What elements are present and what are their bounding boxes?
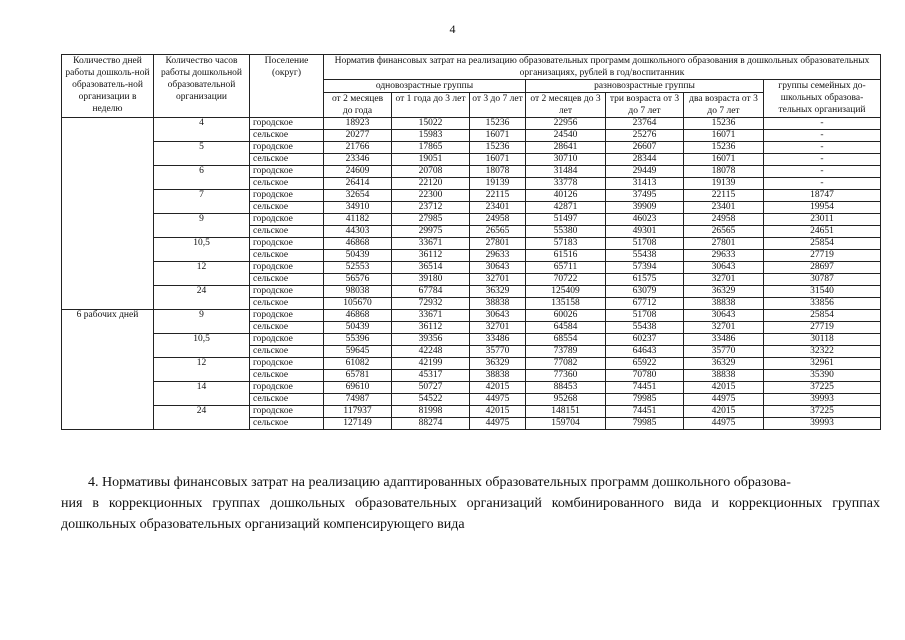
value-cell: 32701 xyxy=(684,274,764,286)
value-cell: 36329 xyxy=(470,286,526,298)
settlement-cell: городское xyxy=(250,142,324,154)
value-cell: 37225 xyxy=(764,406,881,418)
hours-cell: 14 xyxy=(154,382,250,406)
value-cell: 20708 xyxy=(392,166,470,178)
days-cell: 6 рабочих дней xyxy=(62,310,154,430)
value-cell: 64584 xyxy=(526,322,606,334)
value-cell: 38838 xyxy=(684,298,764,310)
value-cell: 98038 xyxy=(324,286,392,298)
settlement-cell: городское xyxy=(250,286,324,298)
value-cell: 45317 xyxy=(392,370,470,382)
value-cell: 41182 xyxy=(324,214,392,226)
value-cell: 42015 xyxy=(684,382,764,394)
header-hours: Количество часов работы дошкольной образовательной организации xyxy=(154,55,250,118)
value-cell: 33671 xyxy=(392,238,470,250)
value-cell: 117937 xyxy=(324,406,392,418)
value-cell: 15983 xyxy=(392,130,470,142)
value-cell: 27801 xyxy=(470,238,526,250)
value-cell: 35390 xyxy=(764,370,881,382)
header-col-three-ages: три возраста от 3 до 7 лет xyxy=(606,93,684,118)
settlement-cell: сельское xyxy=(250,298,324,310)
hours-cell: 4 xyxy=(154,118,250,142)
value-cell: 32961 xyxy=(764,358,881,370)
value-cell: 67712 xyxy=(606,298,684,310)
value-cell: 29449 xyxy=(606,166,684,178)
value-cell: - xyxy=(764,166,881,178)
hours-cell: 10,5 xyxy=(154,334,250,358)
value-cell: 28344 xyxy=(606,154,684,166)
value-cell: 32701 xyxy=(684,322,764,334)
table-row xyxy=(62,334,881,346)
value-cell: 35770 xyxy=(684,346,764,358)
days-cell xyxy=(62,118,154,310)
value-cell: 23011 xyxy=(764,214,881,226)
table-body xyxy=(62,118,881,430)
norms-table-container xyxy=(61,54,880,430)
header-norm: Норматив финансовых затрат на реализацию образовательных программ дошкольного образования в дошкольных образовательных организациях, рублей в год/воспитанник xyxy=(324,55,881,80)
value-cell: 64643 xyxy=(606,346,684,358)
value-cell: 81998 xyxy=(392,406,470,418)
value-cell: 22115 xyxy=(470,190,526,202)
value-cell: 30787 xyxy=(764,274,881,286)
value-cell: 23401 xyxy=(470,202,526,214)
value-cell: 15236 xyxy=(470,142,526,154)
value-cell: 55396 xyxy=(324,334,392,346)
value-cell: 30118 xyxy=(764,334,881,346)
table-row xyxy=(62,406,881,418)
section-4-paragraph xyxy=(61,472,880,535)
value-cell: 24958 xyxy=(470,214,526,226)
value-cell: 26565 xyxy=(470,226,526,238)
header-settlement: Поселение (округ) xyxy=(250,55,324,118)
table-row xyxy=(62,262,881,274)
value-cell: 55380 xyxy=(526,226,606,238)
settlement-cell: городское xyxy=(250,406,324,418)
hours-cell: 7 xyxy=(154,190,250,214)
value-cell: 22300 xyxy=(392,190,470,202)
value-cell: 19139 xyxy=(470,178,526,190)
settlement-cell: городское xyxy=(250,358,324,370)
value-cell: 46868 xyxy=(324,310,392,322)
value-cell: 65781 xyxy=(324,370,392,382)
value-cell: 74451 xyxy=(606,382,684,394)
value-cell: 39356 xyxy=(392,334,470,346)
header-col-1y-3y: от 1 года до 3 лет xyxy=(392,93,470,118)
value-cell: 22115 xyxy=(684,190,764,202)
value-cell: 32654 xyxy=(324,190,392,202)
table-row xyxy=(62,382,881,394)
settlement-cell: сельское xyxy=(250,250,324,262)
value-cell: 42015 xyxy=(684,406,764,418)
value-cell: 135158 xyxy=(526,298,606,310)
table-row xyxy=(62,286,881,298)
value-cell: 15236 xyxy=(684,142,764,154)
settlement-cell: городское xyxy=(250,238,324,250)
value-cell: 23712 xyxy=(392,202,470,214)
value-cell: 44975 xyxy=(684,394,764,406)
value-cell: 33778 xyxy=(526,178,606,190)
value-cell: 79985 xyxy=(606,418,684,430)
value-cell: 23401 xyxy=(684,202,764,214)
settlement-cell: сельское xyxy=(250,274,324,286)
value-cell: 28697 xyxy=(764,262,881,274)
value-cell: 42015 xyxy=(470,406,526,418)
value-cell: 22120 xyxy=(392,178,470,190)
value-cell: 56576 xyxy=(324,274,392,286)
value-cell: 55438 xyxy=(606,322,684,334)
table-row xyxy=(62,190,881,202)
value-cell: 22956 xyxy=(526,118,606,130)
settlement-cell: сельское xyxy=(250,394,324,406)
value-cell: 42871 xyxy=(526,202,606,214)
value-cell: 72932 xyxy=(392,298,470,310)
value-cell: 125409 xyxy=(526,286,606,298)
value-cell: 19051 xyxy=(392,154,470,166)
value-cell: 88274 xyxy=(392,418,470,430)
table-row xyxy=(62,238,881,250)
value-cell: - xyxy=(764,118,881,130)
settlement-cell: сельское xyxy=(250,322,324,334)
hours-cell: 6 xyxy=(154,166,250,190)
value-cell: 16071 xyxy=(470,130,526,142)
value-cell: 42015 xyxy=(470,382,526,394)
settlement-cell: городское xyxy=(250,214,324,226)
value-cell: 39993 xyxy=(764,418,881,430)
value-cell: 26565 xyxy=(684,226,764,238)
value-cell: 25854 xyxy=(764,238,881,250)
hours-cell: 10,5 xyxy=(154,238,250,262)
value-cell: 30643 xyxy=(470,310,526,322)
settlement-cell: городское xyxy=(250,382,324,394)
value-cell: 69610 xyxy=(324,382,392,394)
value-cell: 27719 xyxy=(764,250,881,262)
value-cell: 16071 xyxy=(470,154,526,166)
value-cell: 159704 xyxy=(526,418,606,430)
value-cell: 77360 xyxy=(526,370,606,382)
value-cell: 29633 xyxy=(684,250,764,262)
value-cell: 51708 xyxy=(606,238,684,250)
value-cell: 34910 xyxy=(324,202,392,214)
value-cell: 16071 xyxy=(684,130,764,142)
table-row xyxy=(62,310,881,322)
value-cell: 50439 xyxy=(324,250,392,262)
settlement-cell: сельское xyxy=(250,202,324,214)
value-cell: 39993 xyxy=(764,394,881,406)
value-cell: 17865 xyxy=(392,142,470,154)
value-cell: 24958 xyxy=(684,214,764,226)
paragraph-continuation: ния в коррекционных группах дошкольных образовательных организаций комбинированного вида и коррекционных группах дошкольных образовательных организаций компенсирующего вида xyxy=(61,496,880,532)
value-cell: 31413 xyxy=(606,178,684,190)
value-cell: 61516 xyxy=(526,250,606,262)
value-cell: 88453 xyxy=(526,382,606,394)
value-cell: - xyxy=(764,130,881,142)
settlement-cell: сельское xyxy=(250,178,324,190)
value-cell: 18923 xyxy=(324,118,392,130)
value-cell: 70780 xyxy=(606,370,684,382)
value-cell: 33856 xyxy=(764,298,881,310)
settlement-cell: сельское xyxy=(250,346,324,358)
paragraph-first-line: 4. Нормативы финансовых затрат на реализацию адаптированных образовательных программ дошкольного образова- xyxy=(88,475,791,490)
value-cell: - xyxy=(764,142,881,154)
value-cell: 39909 xyxy=(606,202,684,214)
value-cell: 15236 xyxy=(684,118,764,130)
value-cell: 18078 xyxy=(470,166,526,178)
value-cell: 19139 xyxy=(684,178,764,190)
value-cell: 35770 xyxy=(470,346,526,358)
hours-cell: 12 xyxy=(154,358,250,382)
value-cell: 52553 xyxy=(324,262,392,274)
value-cell: 20277 xyxy=(324,130,392,142)
table-row xyxy=(62,358,881,370)
value-cell: 79985 xyxy=(606,394,684,406)
value-cell: 60237 xyxy=(606,334,684,346)
value-cell: 74987 xyxy=(324,394,392,406)
value-cell: 32322 xyxy=(764,346,881,358)
value-cell: 16071 xyxy=(684,154,764,166)
table-row xyxy=(62,142,881,154)
value-cell: 27719 xyxy=(764,322,881,334)
settlement-cell: сельское xyxy=(250,226,324,238)
value-cell: 23346 xyxy=(324,154,392,166)
value-cell: 38838 xyxy=(470,298,526,310)
value-cell: 105670 xyxy=(324,298,392,310)
value-cell: 44303 xyxy=(324,226,392,238)
value-cell: 36329 xyxy=(470,358,526,370)
value-cell: 36112 xyxy=(392,250,470,262)
value-cell: 30710 xyxy=(526,154,606,166)
value-cell: 26607 xyxy=(606,142,684,154)
value-cell: 67784 xyxy=(392,286,470,298)
value-cell: 49301 xyxy=(606,226,684,238)
value-cell: 29633 xyxy=(470,250,526,262)
hours-cell: 24 xyxy=(154,406,250,430)
value-cell: 25854 xyxy=(764,310,881,322)
header-col-2m-1y: от 2 месяцев до года xyxy=(324,93,392,118)
value-cell: - xyxy=(764,178,881,190)
header-col-3y-7y: от 3 до 7 лет xyxy=(470,93,526,118)
value-cell: 60026 xyxy=(526,310,606,322)
value-cell: 23764 xyxy=(606,118,684,130)
value-cell: 42248 xyxy=(392,346,470,358)
value-cell: 15236 xyxy=(470,118,526,130)
value-cell: 27985 xyxy=(392,214,470,226)
value-cell: 54522 xyxy=(392,394,470,406)
value-cell: 65711 xyxy=(526,262,606,274)
value-cell: 36329 xyxy=(684,358,764,370)
value-cell: 37495 xyxy=(606,190,684,202)
value-cell: 51708 xyxy=(606,310,684,322)
value-cell: 38838 xyxy=(470,370,526,382)
value-cell: 19954 xyxy=(764,202,881,214)
value-cell: 70722 xyxy=(526,274,606,286)
settlement-cell: городское xyxy=(250,118,324,130)
hours-cell: 12 xyxy=(154,262,250,286)
page-number: 4 xyxy=(449,22,456,36)
value-cell: 57183 xyxy=(526,238,606,250)
value-cell: 59645 xyxy=(324,346,392,358)
header-days: Количество дней работы дошколь-ной образователь-ной организации в неделю xyxy=(62,55,154,118)
value-cell: 29975 xyxy=(392,226,470,238)
value-cell: 148151 xyxy=(526,406,606,418)
value-cell: 61575 xyxy=(606,274,684,286)
value-cell: 31484 xyxy=(526,166,606,178)
value-cell: 24651 xyxy=(764,226,881,238)
hours-cell: 24 xyxy=(154,286,250,310)
header-col-two-ages: два возраста от 3 до 7 лет xyxy=(684,93,764,118)
value-cell: 40126 xyxy=(526,190,606,202)
norms-table xyxy=(61,54,881,430)
value-cell: 36112 xyxy=(392,322,470,334)
value-cell: 44975 xyxy=(470,418,526,430)
value-cell: 32701 xyxy=(470,322,526,334)
value-cell: 50727 xyxy=(392,382,470,394)
settlement-cell: городское xyxy=(250,310,324,322)
table-row xyxy=(62,166,881,178)
settlement-cell: сельское xyxy=(250,130,324,142)
value-cell: 24609 xyxy=(324,166,392,178)
value-cell: 77082 xyxy=(526,358,606,370)
header-same-age-groups: одновозрастные группы xyxy=(324,80,526,93)
value-cell: 36514 xyxy=(392,262,470,274)
value-cell: 95268 xyxy=(526,394,606,406)
value-cell: 73789 xyxy=(526,346,606,358)
value-cell: 55438 xyxy=(606,250,684,262)
header-col-2m-3y: от 2 месяцев до 3 лет xyxy=(526,93,606,118)
value-cell: 39180 xyxy=(392,274,470,286)
value-cell: 57394 xyxy=(606,262,684,274)
value-cell: 37225 xyxy=(764,382,881,394)
value-cell: 51497 xyxy=(526,214,606,226)
value-cell: 33671 xyxy=(392,310,470,322)
settlement-cell: городское xyxy=(250,166,324,178)
settlement-cell: городское xyxy=(250,334,324,346)
value-cell: 42199 xyxy=(392,358,470,370)
value-cell: 18747 xyxy=(764,190,881,202)
value-cell: 50439 xyxy=(324,322,392,334)
value-cell: 63079 xyxy=(606,286,684,298)
value-cell: 25276 xyxy=(606,130,684,142)
value-cell: - xyxy=(764,154,881,166)
value-cell: 46023 xyxy=(606,214,684,226)
value-cell: 68554 xyxy=(526,334,606,346)
value-cell: 44975 xyxy=(470,394,526,406)
settlement-cell: городское xyxy=(250,262,324,274)
value-cell: 46868 xyxy=(324,238,392,250)
settlement-cell: городское xyxy=(250,190,324,202)
value-cell: 30643 xyxy=(470,262,526,274)
value-cell: 127149 xyxy=(324,418,392,430)
header-mixed-age-groups: разновозрастные группы xyxy=(526,80,764,93)
value-cell: 24540 xyxy=(526,130,606,142)
value-cell: 28641 xyxy=(526,142,606,154)
value-cell: 27801 xyxy=(684,238,764,250)
settlement-cell: сельское xyxy=(250,154,324,166)
value-cell: 74451 xyxy=(606,406,684,418)
value-cell: 18078 xyxy=(684,166,764,178)
settlement-cell: сельское xyxy=(250,418,324,430)
hours-cell: 9 xyxy=(154,214,250,238)
value-cell: 38838 xyxy=(684,370,764,382)
value-cell: 26414 xyxy=(324,178,392,190)
value-cell: 32701 xyxy=(470,274,526,286)
value-cell: 33486 xyxy=(684,334,764,346)
table-row xyxy=(62,214,881,226)
settlement-cell: сельское xyxy=(250,370,324,382)
value-cell: 15022 xyxy=(392,118,470,130)
table-row xyxy=(62,118,881,130)
value-cell: 30643 xyxy=(684,310,764,322)
value-cell: 31540 xyxy=(764,286,881,298)
hours-cell: 9 xyxy=(154,310,250,334)
value-cell: 33486 xyxy=(470,334,526,346)
value-cell: 65922 xyxy=(606,358,684,370)
header-family-groups: группы семейных до-школьных образова-тельных организаций xyxy=(764,80,881,118)
value-cell: 21766 xyxy=(324,142,392,154)
value-cell: 44975 xyxy=(684,418,764,430)
value-cell: 61082 xyxy=(324,358,392,370)
value-cell: 36329 xyxy=(684,286,764,298)
value-cell: 30643 xyxy=(684,262,764,274)
hours-cell: 5 xyxy=(154,142,250,166)
